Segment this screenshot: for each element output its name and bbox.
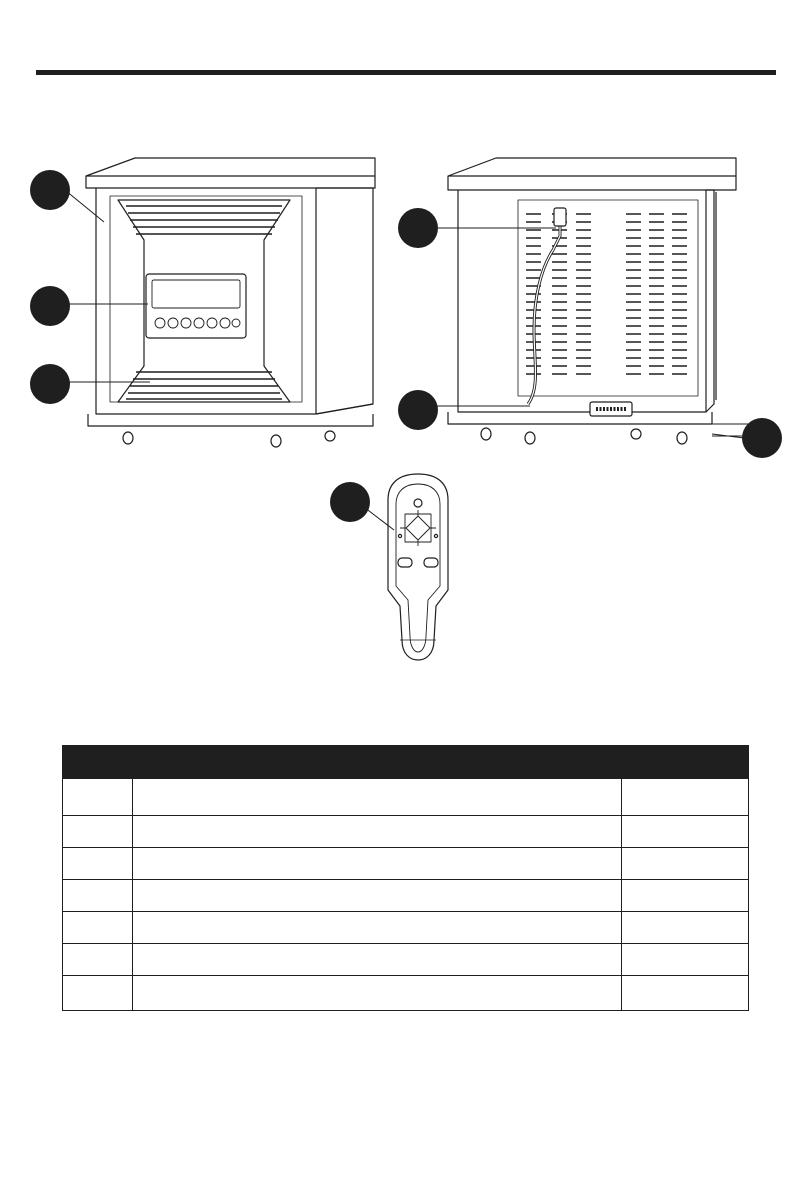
table-row <box>63 912 749 944</box>
table-cell <box>63 848 133 880</box>
table-cell <box>622 880 749 912</box>
table-cell <box>133 912 622 944</box>
table-cell <box>133 880 622 912</box>
callout-front-bottom-grille <box>30 364 70 404</box>
table-cell <box>63 779 133 816</box>
table-cell <box>622 944 749 976</box>
table-cell <box>622 976 749 1011</box>
callout-back-power-cord <box>398 208 438 248</box>
table-cell <box>133 779 622 816</box>
heater-back-view <box>448 158 760 444</box>
table-row <box>63 779 749 816</box>
table-row <box>63 848 749 880</box>
heater-front-view <box>86 158 375 447</box>
table-cell <box>622 779 749 816</box>
table-cell <box>63 944 133 976</box>
callout-front-top <box>30 170 70 210</box>
table-cell <box>133 848 622 880</box>
callout-front-control-panel <box>30 286 70 326</box>
table-row <box>63 944 749 976</box>
table-cell <box>622 912 749 944</box>
parts-table <box>62 745 749 1011</box>
table-cell <box>622 816 749 848</box>
table-cell <box>133 944 622 976</box>
table-cell <box>63 880 133 912</box>
callout-back-caster <box>742 418 782 458</box>
table-row <box>63 976 749 1011</box>
table-cell <box>622 848 749 880</box>
table-cell <box>63 816 133 848</box>
header-cell <box>63 746 133 779</box>
callout-back-connector <box>398 390 438 430</box>
table-cell <box>133 976 622 1011</box>
callout-remote-control <box>330 482 370 522</box>
parts-table-header <box>63 746 749 779</box>
table-row <box>63 816 749 848</box>
header-cell <box>133 746 622 779</box>
table-cell <box>133 816 622 848</box>
table-cell <box>63 912 133 944</box>
table-cell <box>63 976 133 1011</box>
header-cell <box>622 746 749 779</box>
remote-control <box>388 474 448 660</box>
table-row <box>63 880 749 912</box>
